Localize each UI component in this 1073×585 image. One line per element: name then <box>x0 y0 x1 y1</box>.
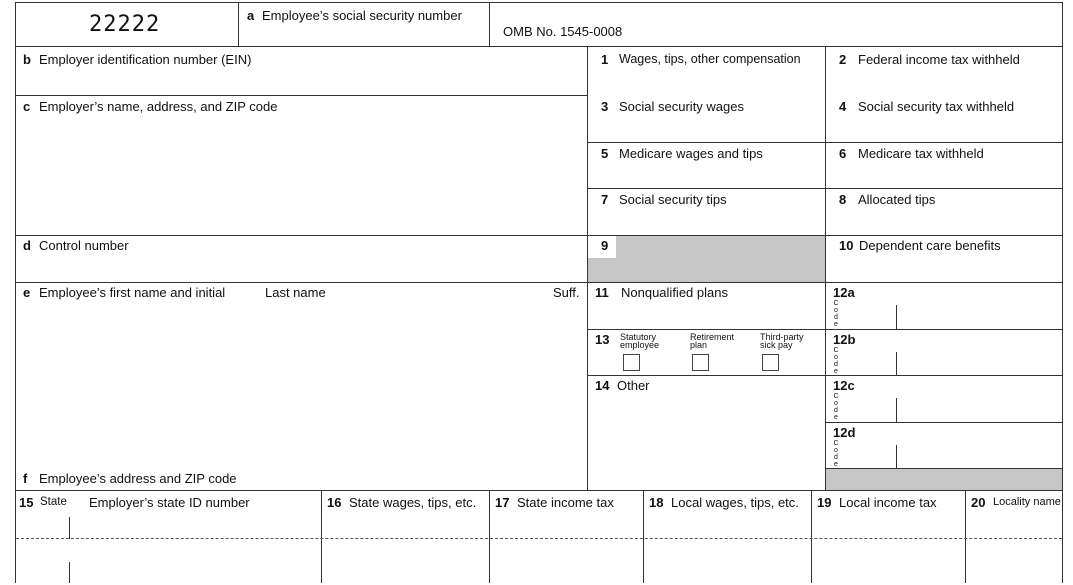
box-20-locality-name[interactable]: 20 Locality name <box>971 495 1061 510</box>
box-18-local-wages[interactable]: 18 Local wages, tips, etc. <box>649 495 799 510</box>
box-11-nonqualified[interactable]: 11 Nonqualified plans <box>595 285 728 300</box>
box-d-control-number[interactable]: d Control number <box>23 238 129 253</box>
box-14-other[interactable]: 14 Other <box>595 378 650 393</box>
box-12c[interactable]: 12c C o d e <box>826 376 1062 422</box>
box-7-ss-tips[interactable]: 7 Social security tips <box>601 192 727 207</box>
box-c-employer-name[interactable]: c Employer’s name, address, and ZIP code <box>23 99 278 114</box>
box-b-ein[interactable]: b Employer identification number (EIN) <box>23 52 252 67</box>
box-16-state-wages[interactable]: 16 State wages, tips, etc. <box>327 495 477 510</box>
box-17-state-income-tax[interactable]: 17 State income tax <box>495 495 614 510</box>
box-15-state[interactable]: 15 State Employer’s state ID number <box>19 495 250 510</box>
box-12d[interactable]: 12d C o d e <box>826 423 1062 468</box>
box-6-medicare-tax[interactable]: 6 Medicare tax withheld <box>839 146 984 161</box>
last-name-label: Last name <box>265 285 326 300</box>
form-code: 22222 <box>89 12 161 37</box>
statutory-employee-checkbox[interactable] <box>623 354 640 371</box>
box-a-ssn[interactable]: a Employee’s social security number <box>247 8 462 23</box>
box-4-ss-tax[interactable]: 4 Social security tax withheld <box>839 99 1015 114</box>
suffix-label: Suff. <box>553 285 580 300</box>
box-5-medicare-wages[interactable]: 5 Medicare wages and tips <box>601 146 763 161</box>
frame-top <box>15 2 1063 3</box>
box-f-label: Employee’s address and ZIP code <box>39 471 237 486</box>
box-9: 9 <box>588 236 825 282</box>
w2-form <box>15 2 1063 583</box>
box-9-shade <box>616 236 825 282</box>
box-1-wages[interactable]: 1 Wages, tips, other compensation <box>601 52 801 67</box>
box-8-allocated-tips[interactable]: 8 Allocated tips <box>839 192 936 207</box>
box-13: 13 Statutory employee Retirement plan Third-party sick pay <box>588 330 825 375</box>
box-12b[interactable]: 12b C o d e <box>826 330 1062 375</box>
box-3-ss-wages[interactable]: 3 Social security wages <box>601 99 744 114</box>
omb-number: OMB No. 1545-0008 <box>503 24 623 39</box>
third-party-sick-pay-checkbox[interactable] <box>762 354 779 371</box>
box-10-dependent-care[interactable]: 10 Dependent care benefits <box>839 238 1001 253</box>
box-e-employee-name[interactable]: e Employee’s first name and initial Last name Suff. f Employee’s address and ZIP code <box>23 285 580 486</box>
box-12-shade <box>826 469 1062 490</box>
box-19-local-income-tax[interactable]: 19 Local income tax <box>817 495 937 510</box>
retirement-plan-checkbox[interactable] <box>692 354 709 371</box>
frame-right <box>1062 2 1063 583</box>
box-2-federal-tax[interactable]: 2 Federal income tax withheld <box>839 52 1020 67</box>
box-12a[interactable]: 12a C o d e <box>826 283 1062 329</box>
